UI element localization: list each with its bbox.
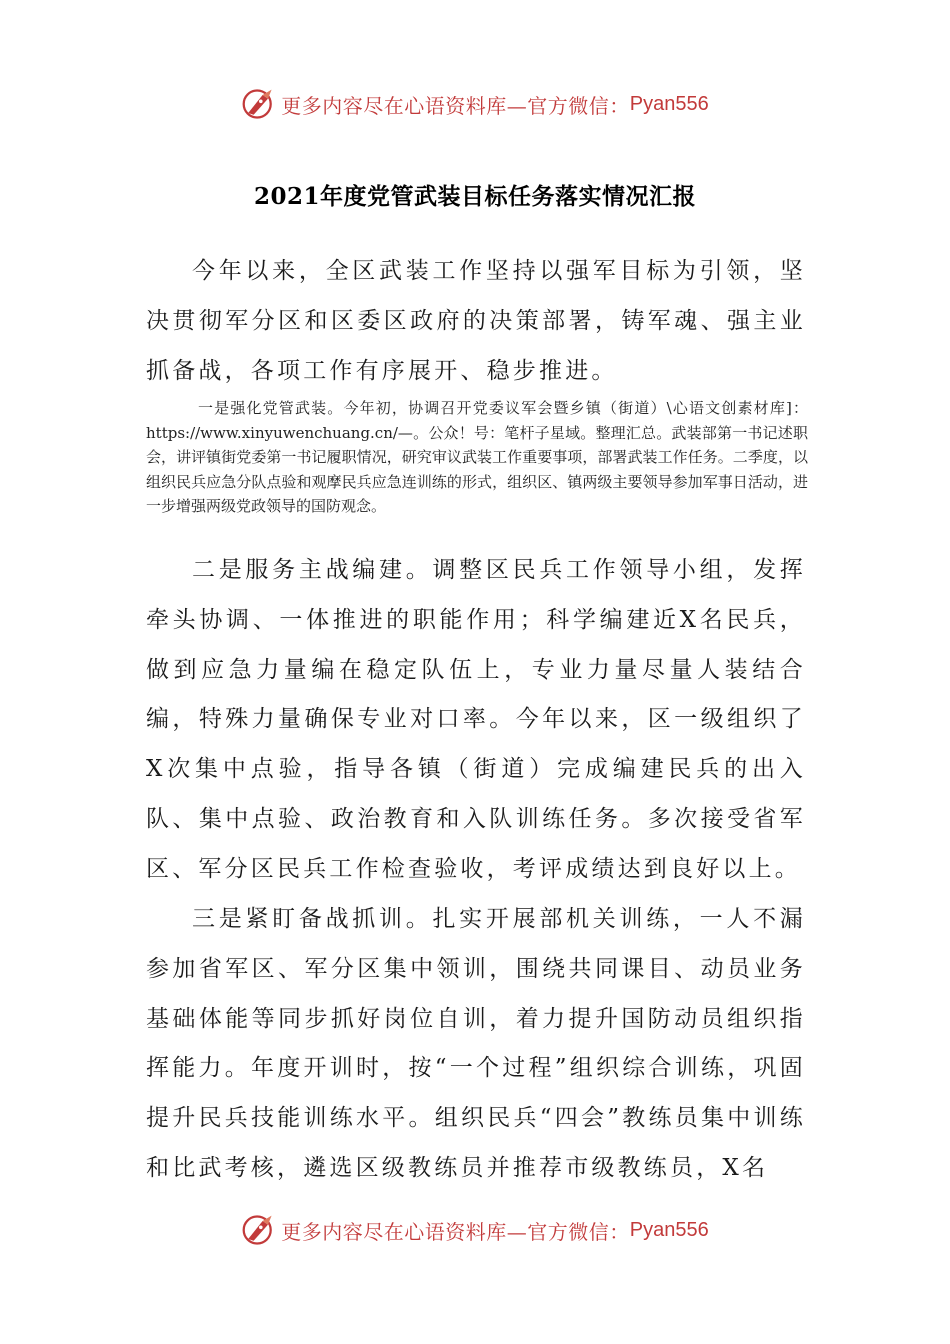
banner-wechat-id: Pyan556	[629, 1218, 709, 1241]
banner-text: 更多内容尽在心语资料库—官方微信：	[281, 1219, 630, 1244]
banner-wechat-id: Pyan556	[629, 92, 709, 115]
paragraph-unit-formation: 二是服务主战编建。调整区民兵工作领导小组，发挥牵头协调、一体推进的职能作用；科学编建近X名民兵，做到应急力量编在稳定队伍上，专业力量尽量人装结合编，特殊力量确保专业对口率。今年以来，区一级组织了X次集中点验，指导各镇（街道）完成编建民兵的出入队、集中点验、政治教育和入队训练任务。多次接受省军区、军分区民兵工作检查验收，考评成绩达到良好以上。	[146, 557, 806, 882]
document-title: 2021年度党管武装目标任务落实情况汇报	[253, 183, 696, 210]
pen-nib-logo-icon	[241, 86, 277, 122]
header-watermark-banner	[0, 84, 950, 124]
paragraph-intro: 今年以来，全区武装工作坚持以强军目标为引领，坚决贯彻军分区和区委区政府的决策部署，铸军魂、强主业抓备战，各项工作有序展开、稳步推进。	[146, 258, 806, 384]
paragraph-combat-training: 三是紧盯备战抓训。扎实开展部机关训练，一人不漏参加省军区、军分区集中领训，围绕共同课目、动员业务基础体能等同步抓好岗位自训，着力提升国防动员组织指挥能力。年度开训时，按“一个过程”组织综合训练，巩固提升民兵技能训练水平。组织民兵“四会”教练员集中训练和比武考核，遴选区级教练员并推荐市级教练员，X名	[146, 906, 806, 1181]
pen-nib-logo-icon	[241, 1212, 277, 1248]
paragraph-party-management: 一是强化党管武装。今年初，协调召开党委议军会暨乡镇（街道）\心语文创素材库]：https://www.xinyuwenchuang.cn/—。公众！号：笔杆子星域。整理汇总。武装部第一书记述职会，讲评镇街党委第一书记履职情况，研究审议武装工作重要事项，部署武装工作任务。二季度，以组织民兵应急分队点验和观摩民兵应急连训练的形式，组织区、镇两级主要领导参加军事日活动，进一步增强两级党政领导的国防观念。	[146, 399, 808, 516]
footer-watermark-banner	[0, 1210, 950, 1250]
banner-text: 更多内容尽在心语资料库—官方微信：	[281, 93, 630, 118]
